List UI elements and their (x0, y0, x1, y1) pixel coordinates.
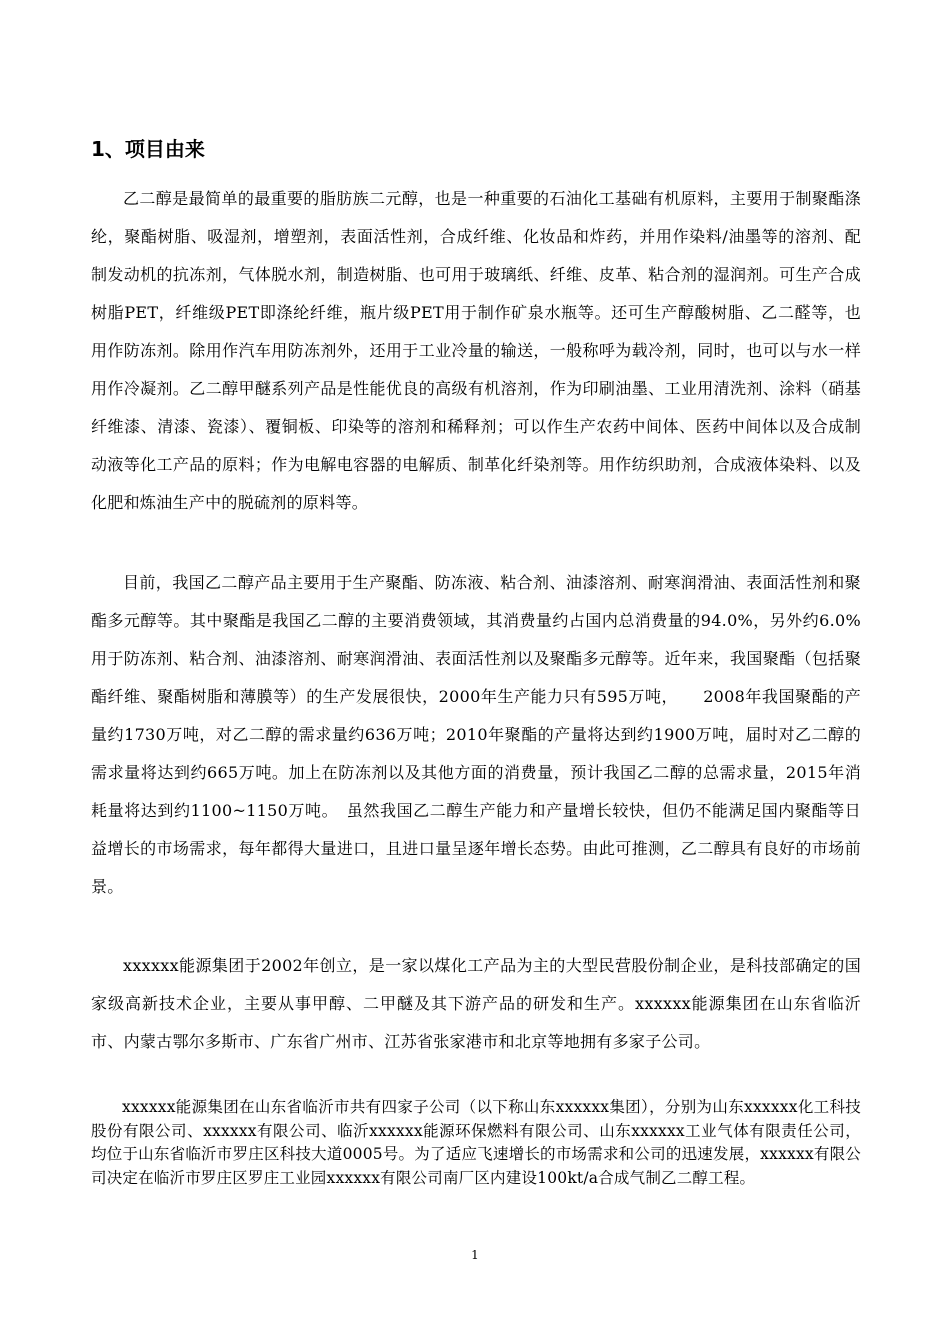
paragraph-subsidiaries: xxxxxx能源集团在山东省临沂市共有四家子公司（以下称山东xxxxxx集团），分别为山东xxxxxx化工科技股份有限公司、xxxxxx有限公司、临沂xxxxxx能源环保燃料有限公司、山东xxxxxx工业气体有限责任公司，均位于山东省临沂市罗庄区科技大道0005号。为了适应飞速增长的市场需求和公司的迅速发展，xxxxxx有限公司决定在临沂市罗庄区罗庄工业园xxxxxx有限公司南厂区内建设100kt/a合成气制乙二醇工程。 (91, 1098, 861, 1187)
paragraph-ethylene-glycol-uses: 乙二醇是最简单的最重要的脂肪族二元醇，也是一种重要的石油化工基础有机原料，主要用于制聚酯涤纶，聚酯树脂、吸湿剂，增塑剂，表面活性剂，合成纤维、化妆品和炸药，并用作染料/油墨等的溶剂、配制发动机的抗冻剂，气体脱水剂，制造树脂、也可用于玻璃纸、纤维、皮革、粘合剂的湿润剂。可生产合成树脂PET，纤维级PET即涤纶纤维，瓶片级PET用于制作矿泉水瓶等。还可生产醇酸树脂、乙二醛等，也用作防冻剂。除用作汽车用防冻剂外，还用于工业冷量的输送，一般称呼为载冷剂，同时，也可以与水一样用作冷凝剂。乙二醇甲醚系列产品是性能优良的高级有机溶剂，作为印刷油墨、工业用清洗剂、涂料（硝基纤维漆、清漆、瓷漆）、覆铜板、印染等的溶剂和稀释剂；可以作生产农药中间体、医药中间体以及合成制动液等化工产品的原料；作为电解电容器的电解质、制革化纤染剂等。用作纺织助剂，合成液体染料、以及化肥和炼油生产中的脱硫剂的原料等。 (91, 189, 861, 512)
paragraph-company-intro: xxxxxx能源集团于2002年创立，是一家以煤化工产品为主的大型民营股份制企业，是科技部确定的国家级高新技术企业，主要从事甲醇、二甲醚及其下游产品的研发和生产。xxxxxx能源集团在山东省临沂市、内蒙古鄂尔多斯市、广东省广州市、江苏省张家港市和北京等地拥有多家子公司。 (91, 956, 861, 1051)
page-number: 1 (471, 1248, 479, 1262)
paragraph-market-demand: 目前，我国乙二醇产品主要用于生产聚酯、防冻液、粘合剂、油漆溶剂、耐寒润滑油、表面活性剂和聚酯多元醇等。其中聚酯是我国乙二醇的主要消费领域，其消费量约占国内总消费量的94.0%，另外约6.0%用于防冻剂、粘合剂、油漆溶剂、耐寒润滑油、表面活性剂以及聚酯多元醇等。近年来，我国聚酯（包括聚酯纤维、聚酯树脂和薄膜等）的生产发展很快，2000年生产能力只有595万吨， 2008年我国聚酯的产量约1730万吨，对乙二醇的需求量约636万吨；2010年聚酯的产量将达到约1900万吨，届时对乙二醇的需求量将达到约665万吨。加上在防冻剂以及其他方面的消费量，预计我国乙二醇的总需求量，2015年消耗量将达到约1100~1150万吨。 虽然我国乙二醇生产能力和产量增长较快，但仍不能满足国内聚酯等日益增长的市场需求，每年都得大量进口，且进口量呈逐年增长态势。由此可推测，乙二醇具有良好的市场前景。 (91, 573, 861, 896)
section-heading: 1、项目由来 (91, 137, 205, 161)
